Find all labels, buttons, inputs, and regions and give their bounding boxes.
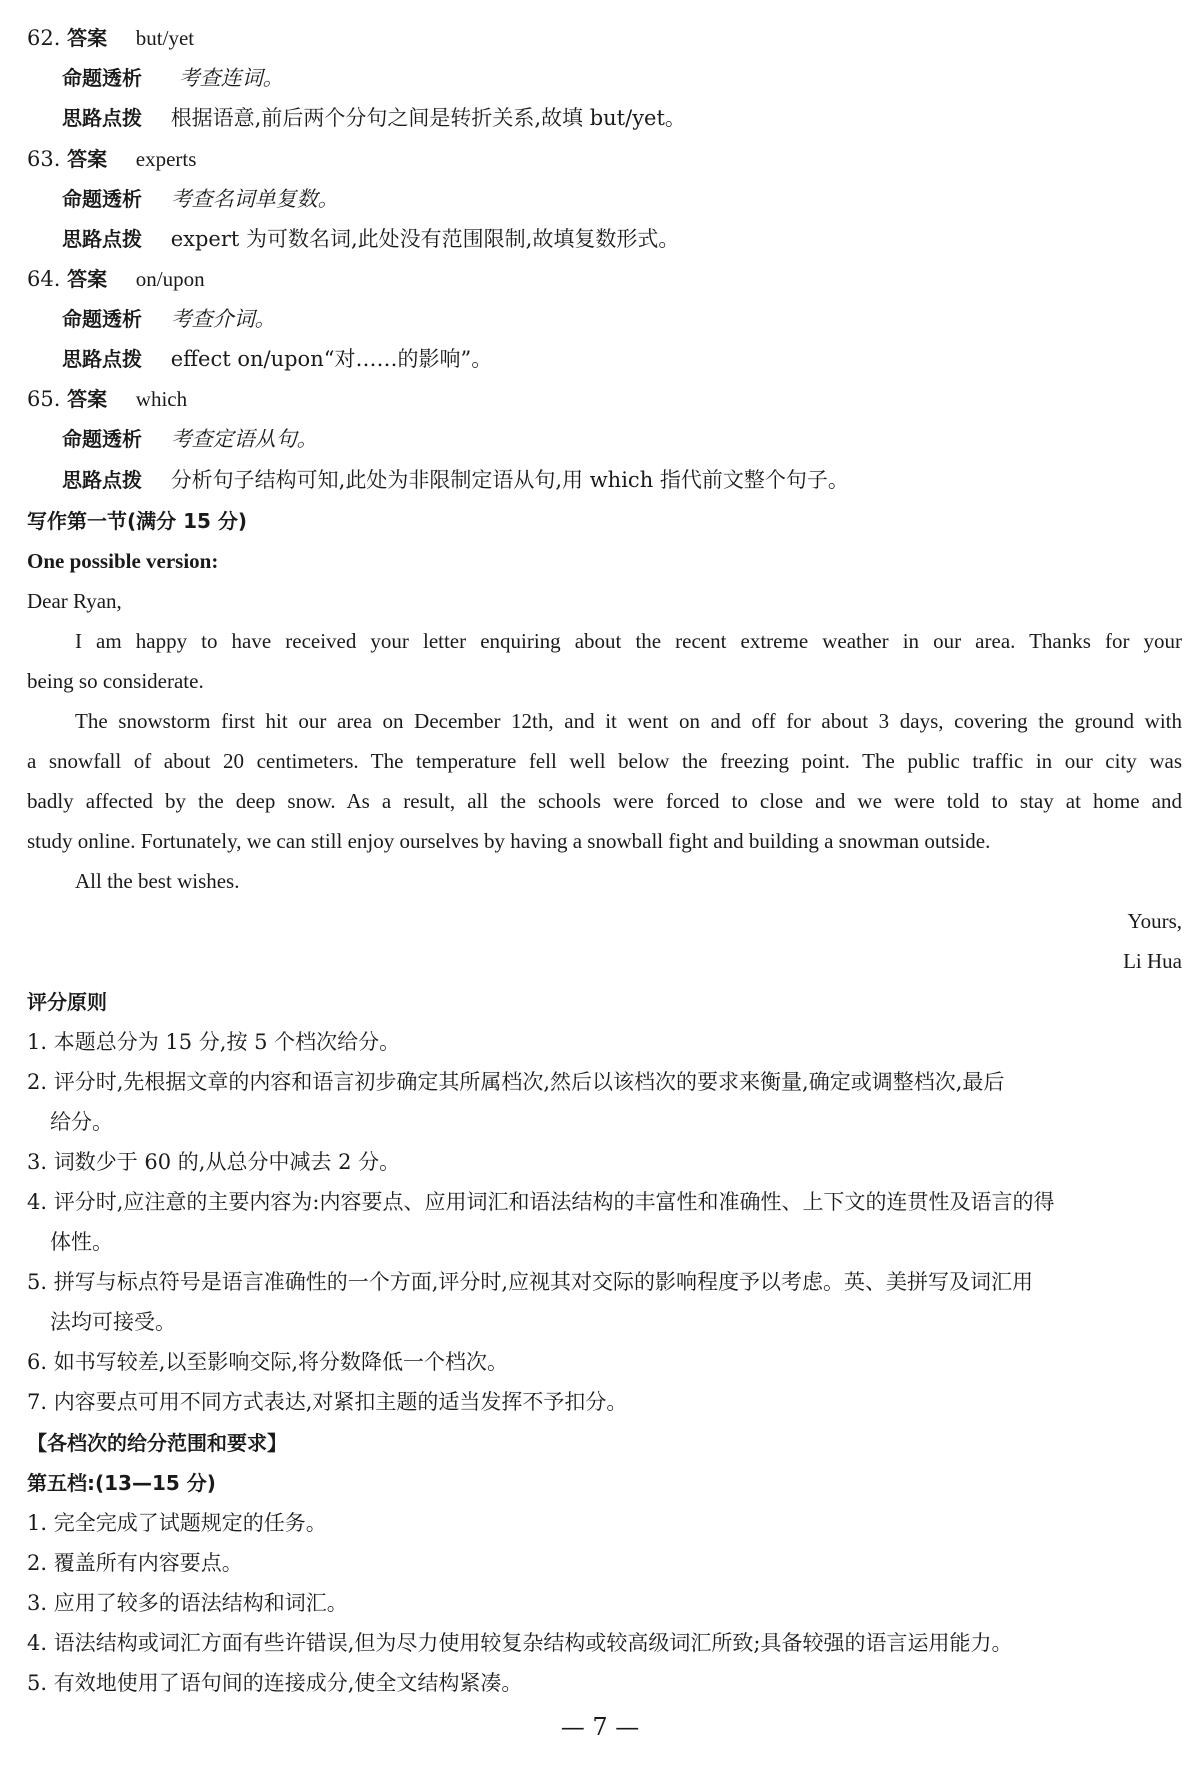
letter-signature: Li Hua: [1123, 949, 1182, 973]
level5-item-2: 2. 覆盖所有内容要点。: [27, 1551, 243, 1575]
q64-topic-label: 命题透析: [62, 307, 142, 331]
scoring-rule-3: 3. 词数少于 60 的,从总分中减去 2 分。: [27, 1150, 401, 1174]
q65-hint-label: 思路点拨: [62, 468, 142, 492]
q63-hint-label: 思路点拨: [62, 227, 142, 251]
letter-p2-line4: study online. Fortunately, we can still enjoy ourselves by having a snowball fight and building a snowman outside.: [27, 829, 991, 853]
q65-answer: which: [135, 387, 188, 411]
letter-closing: Yours,: [1127, 909, 1182, 933]
q63-hint: expert 为可数名词,此处没有范围限制,故填复数形式。: [170, 227, 680, 251]
q63-hint-line: [62, 224, 1182, 254]
level5-item-1: 1. 完全完成了试题规定的任务。: [27, 1511, 327, 1535]
q62-topic-line: [62, 63, 1182, 93]
q65-hint: 分析句子结构可知,此处为非限制定语从句,用 which 指代前文整个句子。: [170, 468, 849, 492]
letter-greeting: Dear Ryan,: [27, 589, 122, 613]
version-label: One possible version:: [27, 549, 219, 573]
level5-item-3: 3. 应用了较多的语法结构和词汇。: [27, 1591, 348, 1615]
q62-answer-line: [27, 23, 1182, 53]
q63-topic-label: 命题透析: [62, 187, 142, 211]
q64-answer-line: [27, 264, 1182, 294]
levels-title: 【各档次的给分范围和要求】: [27, 1431, 287, 1455]
scoring-rule-5a: 5. 拼写与标点符号是语言准确性的一个方面,评分时,应视其对交际的影响程度予以考虑。英、美拼写及词汇用: [27, 1270, 1034, 1294]
letter-p2-line1: The snowstorm first hit our area on December 12th, and it went on and off for about 3 days, covering the ground with: [75, 709, 1182, 733]
q64-topic: 考查介词。: [170, 307, 276, 331]
q65-topic: 考查定语从句。: [170, 427, 318, 451]
scoring-rule-1: 1. 本题总分为 15 分,按 5 个档次给分。: [27, 1030, 401, 1054]
q62-hint: 根据语意,前后两个分句之间是转折关系,故填 but/yet。: [170, 106, 686, 130]
letter-p3: All the best wishes.: [75, 869, 240, 893]
q64-number: 64.: [27, 267, 61, 291]
level5-item-4: 4. 语法结构或词汇方面有些许错误,但为尽力使用较复杂结构或较高级词汇所致;具备较强的语言运用能力。: [27, 1631, 1013, 1655]
q65-topic-label: 命题透析: [62, 427, 142, 451]
q64-answer-label: 答案: [67, 267, 108, 291]
q63-answer: experts: [135, 147, 197, 171]
scoring-rule-5b: 法均可接受。: [50, 1310, 176, 1334]
letter-p1-line1: I am happy to have received your letter enquiring about the recent extreme weather in our area. Thanks for your: [75, 629, 1182, 653]
scoring-rule-4a: 4. 评分时,应注意的主要内容为:内容要点、应用词汇和语法结构的丰富性和准确性、上下文的连贯性及语言的得: [27, 1190, 1055, 1214]
q63-topic: 考查名词单复数。: [170, 187, 339, 211]
scoring-rule-4b: 体性。: [50, 1230, 113, 1254]
scoring-rule-2a: 2. 评分时,先根据文章的内容和语言初步确定其所属档次,然后以该档次的要求来衡量,确定或调整档次,最后: [27, 1070, 1005, 1094]
q65-hint-line: [62, 465, 1182, 495]
q63-answer-label: 答案: [67, 147, 108, 171]
q62-hint-label: 思路点拨: [62, 106, 142, 130]
q62-answer-label: 答案: [67, 26, 108, 50]
q64-hint-label: 思路点拨: [62, 347, 142, 371]
q63-topic-line: [62, 184, 1182, 214]
q65-number: 65.: [27, 387, 61, 411]
q65-answer-label: 答案: [67, 387, 108, 411]
q64-hint-line: [62, 344, 1182, 374]
scoring-rule-6: 6. 如书写较差,以至影响交际,将分数降低一个档次。: [27, 1350, 509, 1374]
scoring-rule-7: 7. 内容要点可用不同方式表达,对紧扣主题的适当发挥不予扣分。: [27, 1390, 628, 1414]
q62-topic: 考查连词。: [178, 66, 284, 90]
scoring-rule-2b: 给分。: [50, 1110, 113, 1134]
q65-answer-line: [27, 384, 1182, 414]
q62-answer: but/yet: [135, 26, 195, 50]
writing-section-title: 写作第一节(满分 15 分): [27, 509, 248, 533]
q62-hint-line: [62, 103, 1182, 133]
q63-number: 63.: [27, 147, 61, 171]
q62-number: 62.: [27, 26, 61, 50]
scoring-title: 评分原则: [27, 990, 107, 1014]
q65-topic-line: [62, 424, 1182, 454]
letter-p2-line3: badly affected by the deep snow. As a result, all the schools were forced to close and we were told to stay at home and: [27, 789, 1182, 813]
letter-p2-line2: a snowfall of about 20 centimeters. The temperature fell well below the freezing point. The public traffic in our city was: [27, 749, 1182, 773]
letter-p1-line2: being so considerate.: [27, 669, 204, 693]
page-number: — 7 —: [560, 1713, 640, 1741]
q64-topic-line: [62, 304, 1182, 334]
q62-topic-label: 命题透析: [62, 66, 142, 90]
q63-answer-line: [27, 144, 1182, 174]
level5-title: 第五档:(13—15 分): [27, 1471, 216, 1495]
level5-item-5: 5. 有效地使用了语句间的连接成分,使全文结构紧凑。: [27, 1671, 523, 1695]
q64-hint: effect on/upon“对……的影响”。: [170, 347, 493, 371]
q64-answer: on/upon: [135, 267, 205, 291]
